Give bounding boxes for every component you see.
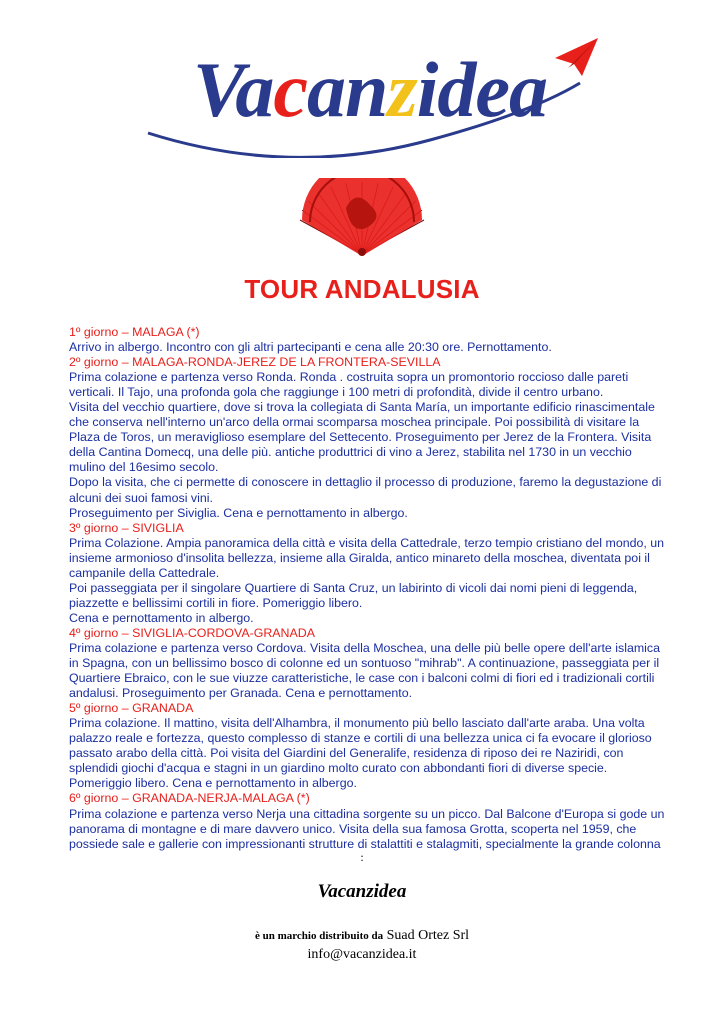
day-text-line: Pomeriggio libero. Cena e pernottamento in albergo. <box>69 776 357 791</box>
footer-distributor <box>0 928 724 944</box>
logo-letter: z <box>387 46 417 133</box>
itinerary <box>69 325 669 852</box>
day-text-line: Plaza de Toros, un meraviglioso esemplare del Settecento. Proseguimento per Jerez de la Frontera. Visita <box>69 430 652 445</box>
day-heading: 5º giorno – GRANADA <box>69 701 194 716</box>
day-text-line: che conserva nell'interno un'arco della ormai scomparsa moschea principale. Poi possibilità di visitare la <box>69 415 640 430</box>
logo-letter: d <box>437 46 476 133</box>
day-text-line: Quartiere Ebraico, con le sue viuzze caratteristiche, le case con i balconi colmi di fiori ed i tradizionali cortili <box>69 671 655 686</box>
day-text-line: Poi passeggiata per il singolare Quartiere di Santa Cruz, un labirinto di vicoli dai nomi pieni di leggenda, <box>69 580 638 595</box>
day-text-line: andalusi. Proseguimento per Granada. Cena e pernottamento. <box>69 686 413 701</box>
day-text-line: piazzette e bellissimi cortili in fiore. Pomeriggio libero. <box>69 595 363 610</box>
day-text-line: Prima colazione e partenza verso Nerja una cittadina sorgente su un picco. Dal Balcone d'Europa si gode un <box>69 806 665 821</box>
logo-letter: V <box>192 46 236 133</box>
day-text-line: campanile della Cattedrale. <box>69 565 220 580</box>
day-text-line: alcuni dei suoi famosi vini. <box>69 490 213 505</box>
day-text-line: Prima colazione e partenza verso Cordova. Visita della Moschea, una delle più belle opere dell'arte islamica <box>69 640 661 655</box>
day-text-line: splendidi giochi d'acqua e stagni in un giardino molto curato con abbondanti fiori di diverse specie. <box>69 761 608 776</box>
day-text-line: Prima colazione. Il mattino, visita dell'Alhambra, il monumento più bello lasciato dall'arte araba. Una volta <box>69 716 645 731</box>
day-text-line: insieme armonioso d'insolita bellezza, insieme alla Giralda, antico minareto della moschea, diventata poi il <box>69 550 650 565</box>
logo-letter: n <box>344 46 388 133</box>
day-heading: 6º giorno – GRANADA-NERJA-MALAGA (*) <box>69 791 310 806</box>
distributed-label: è un marchio distribuito da <box>254 930 384 942</box>
separator: : <box>360 850 364 864</box>
logo-letter: c <box>273 46 307 133</box>
day-heading: 3º giorno – SIVIGLIA <box>69 520 184 535</box>
day-text-line: Proseguimento per Siviglia. Cena e pernottamento in albergo. <box>69 505 408 520</box>
logo-letter: a <box>509 46 548 133</box>
spanish-fan-illustration <box>296 178 428 258</box>
day-heading: 1º giorno – MALAGA (*) <box>69 325 200 339</box>
day-text-line: Arrivo in albergo. Incontro con gli altri partecipanti e cena alle 20:30 ore. Pernottamento. <box>69 340 552 355</box>
day-text-line: Prima Colazione. Ampia panoramica della città e visita della Cattedrale, terzo tempio cristiano del mondo, un <box>69 535 665 550</box>
logo-wordmark <box>193 46 547 133</box>
day-text-line: palazzo reale e fortezza, questo complesso di stanze e cortili di una bellezza unica ci fa evocare il glorioso <box>69 731 652 746</box>
page-title: TOUR ANDALUSIA <box>244 274 480 304</box>
day-text-line: in Spagna, con un bellissimo bosco di colonne ed un sontuoso "mihrab". A continuazione, passeggiata per il <box>69 656 660 671</box>
day-text-line: panorama di montagne e di mare davvero unico. Visita della sua famosa Grotta, scoperta nel 1959, che <box>69 821 637 836</box>
day-text-line: Cena e pernottamento in albergo. <box>69 610 254 625</box>
day-text-line: Visita del vecchio quartiere, dove si trova la collegiata di Santa María, un importante edificio rinascimentale <box>69 400 655 415</box>
company-name: Suad Ortez Srl <box>386 928 470 943</box>
day-text-line: della Cantina Domecq, una delle più. antiche produttrici di vino a Jerez, stabilita nel 1730 in un vecchio <box>69 445 632 460</box>
day-text-line: verticali. Il Tajo, una profonda gola che raggiunge i 100 metri di profondità, divide il centro urbano. <box>69 385 604 400</box>
contact-email[interactable]: info@vacanzidea.it <box>307 947 417 962</box>
logo-letter: a <box>235 46 274 133</box>
logo-letter: i <box>416 46 438 133</box>
day-heading: 2º giorno – MALAGA-RONDA-JEREZ DE LA FRONTERA-SEVILLA <box>69 355 441 370</box>
logo-letter: e <box>475 46 510 133</box>
day-heading: 4º giorno – SIVIGLIA-CORDOVA-GRANADA <box>69 625 315 640</box>
paper-plane-icon <box>555 38 598 76</box>
footer-brand: Vacanzidea <box>317 881 407 902</box>
brand-logo <box>130 28 610 158</box>
day-text-line: passato arabo della città. Poi visita del Giardini del Generalife, residenza di riposo dei re Naziridi, con <box>69 746 624 761</box>
day-text-line: mulino del 16esimo secolo. <box>69 460 219 475</box>
day-text-line: possiede sale e gallerie con impressionanti strutture di stalattiti e stalagmiti, specialmente la grande colonna <box>69 836 661 851</box>
day-text-line: Prima colazione e partenza verso Ronda. Ronda . costruita sopra un promontorio roccioso dalle pareti <box>69 370 629 385</box>
logo-letter: a <box>306 46 345 133</box>
day-text-line: Dopo la visita, che ci permette di conoscere in dettaglio il processo di produzione, faremo la degustazione di <box>69 475 662 490</box>
